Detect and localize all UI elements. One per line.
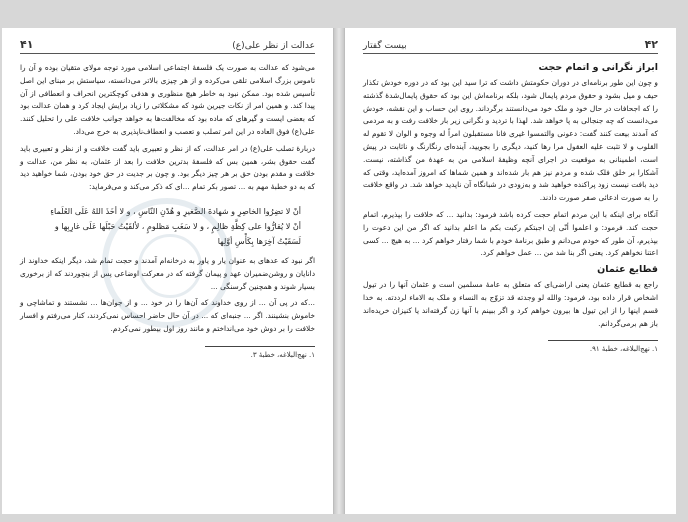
section-heading: ابراز نگرانی و اتمام حجت	[538, 62, 658, 73]
footnote-rule	[205, 346, 315, 347]
left-page	[2, 28, 334, 514]
right-page-number: ۴۲	[644, 38, 658, 51]
paragraph: می‌شود که عدالت به صورت یک فلسفهٔ اجتماعی اسلامی مورد توجه مولای متقیان بوده و آن را ناموس بزرگ اسلامی تلقی می‌کرده و از هر چیزی بالاتر می‌دانسته، سیاستش بر مبنای این اصل تأسیس شده بود. ممکن نبود به خاطر هیچ منظوری و هدفی کوچکترین انحراف و انعطافی از آن پیدا کند. و همین امر از نکات جیرین شود که مشکلاتی را زیاد برایش ایجاد کرد و همان عدالت بود که بعضی ایست و گیرهای که ماده بود که مخالفت‌ها به خواهد جوانب خلافت علی را تحلیل کنند. علی(ع) فوق العاده در این امر تصلب و تعصب و انعطاف‌ناپذیری به خرج می‌داد.	[20, 63, 315, 136]
quote-line: أنْ لا تضِرُوا الخاصِرِ و شهادةَ الصَّغيرِ و هُدْنِ النّاسِ ، و لا أخَذَ اللهُ عَلَى العُلَماءِ	[50, 206, 301, 216]
paragraph: آنگاه برای اینکه با این مردم اتمام حجت کرده باشد فرمود: بدانید ... که خلافت را بپذیرم، اتمام حجت کند. فرمود: و اعلموا أنّی إن اجبتکم رکبت بکم ما اعلم بدانید که اگر من این دعوت را بپذیرم، آن طور که خودم می‌دانم و طبق برنامهٔ خودم با شما رفتار خواهم کرد ... به هیچ ... کسی اعتنا نخواهم کرد. یعنی اگر بنا شد من ... عمل خواهم کرد.	[363, 209, 658, 258]
paragraph: ...که در پی آن ... از روی خداوند که آن‌ها را در خود ... و از جوان‌ها ... نشستند و تماشاچی و خاموش بنشینند. اگر ... جنبه‌ای که ... در آن حال حاضر احساس نمی‌کردند، کنار می‌رفتم و افسار خلافت را بر دوش خود می‌انداختم و مانند روز اول بیطور نمی‌کردم.	[20, 298, 315, 333]
left-page-header	[20, 38, 315, 54]
paragraph: دربارهٔ تصلب علی(ع) در امر عدالت، که از نظر و تعبیری باید گفت خلافت و از نظر و تعبیری باید گفت حقوق بشر، همین بس که فلسفهٔ بدترین خلافت را بعد از عثمان، به نظر من، عدالت و خلافت و مقدم بودن حق بر هر چیز دیگر بود. و چون بر جدیت در حق خود بودن، شما خواهید دید که به دو خطبهٔ مهم به ... تصور بکر تمام ...ای که ذکر می‌کند و می‌فرماید:	[20, 143, 315, 192]
paragraph: راجع به قطایع عثمان یعنی اراضی‌ای که متعلق به عامهٔ مسلمین است و عثمان آنها را در تیول اشخاص قرار داده بود، فرمود: والله لو وجدته قد تزوّج به النساء و ملک به الاماء لرددته. به خدا قسم اینها را از این تیول ها بیرون خواهم کرد و اگر ببینم با آنها زن گرفته‌اند یا کنیزان خریده‌اند باز هم برمی‌گردانم.	[363, 280, 658, 328]
footnote-rule	[548, 340, 658, 341]
paragraph: و چون این طور برنامه‌ای در دوران حکومتش داشت که ترا سید این بود که در دوره خودش تکذار حیف و میل بشود و حقوق مردم پایمال شود، بلکه برنامه‌اش این بود که حقوق پایمال‌شدهٔ گذشته را که اجحافات در حال خود و ملک خود می‌دانستند برگرداند. روی این حساب و این نقشه، خودش می‌دانست که چه جنجالی به پا خواهد شد. لهذا با تردید و نگرانی زیر بار خلافت رفت و به مردمی که آمدند بیعت کنند گفت: دعونی والتمسوا غیری فانا مستقبلون امراً له وجوه و الوان لا تقوم له القلوب و لا تثبت علیه العقول مرا رها کنید، دیگری را بجویید، آینده‌ای رنگارنگ و ناثابت در پیش است، اطمینانی به موقعیت در اجرای آنچه وظیفهٔ اسلامی من به عهدهٔ من گذاشته، نیست. آشکارا بر خلق فلک شده و مردم نیز هم بار شده‌اند و همین شماها که امروز آمده‌اید، وقتی که دید بافت نیست زود پراکنده خواهید شد و به‌زودی در شبانگاه آن ناپدید خواهد شد. در واقع خلافت را به صورت ادعائی صفر صورت دادند.	[363, 78, 658, 203]
left-header-title: عدالت از نظر علی(ع)	[232, 41, 315, 51]
footnote: ۱. نهج‌البلاغه، خطبهٔ ۹۱.	[589, 345, 658, 354]
paragraph: اگر نبود که عدهای به عنوان یار و یاور به درخانه‌ام آمدند و حجت تمام شد، دیگر اینکه خداوند از دانایان و روشن‌ضمیران عهد و پیمان گرفته که در معرکت اوضاعی پس از بنچوردند که از برخوری بسیار شوند و همچنین گرسنگی ...	[20, 255, 315, 291]
right-page-header	[363, 38, 658, 54]
quote-line: أنْ لا يُقارُّوا على كِظَّةِ ظالِمٍ ، و لا سَغَبِ مَظلومٍ ، لألقَيْتُ حَبْلَها عَلَى غارِبِها و	[54, 221, 301, 231]
section-heading: قطایع عثمان	[597, 264, 658, 276]
book-gutter	[334, 28, 344, 514]
right-page-body	[363, 62, 658, 353]
watermark-seal	[102, 198, 232, 328]
right-page	[344, 28, 676, 514]
right-header-title: بیست گفتار	[363, 41, 407, 51]
footnote: ۱. نهج‌البلاغه، خطبهٔ ۳.	[250, 350, 315, 359]
left-page-number: ۴۱	[20, 38, 34, 51]
quote-line: لَسَقَيْتُ آخِرَها بِكَأْسِ أوَّلِها	[217, 236, 301, 246]
